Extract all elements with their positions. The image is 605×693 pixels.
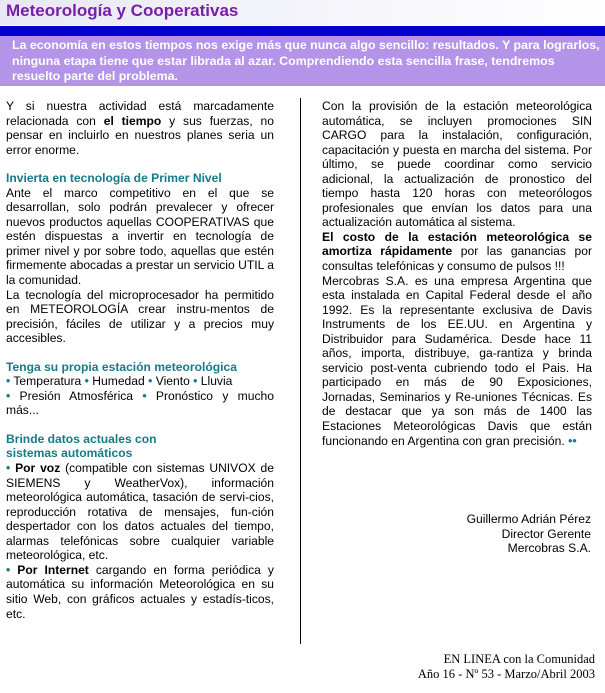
feature-item: Presión Atmosférica: [19, 388, 134, 403]
lead-paragraph: La economía en estos tiempos nos exige más que nunca algo sencillo: resultados. Y para lograrlos, ninguna etapa tiene que estar librada al azar. Comprendiendo esta sencilla frase, tendremos resuelto parte del problema.: [12, 38, 600, 83]
feature-item: Humedad: [92, 374, 145, 389]
bullet-icon: •: [84, 374, 89, 389]
signature-company: Mercobras S.A.: [507, 541, 591, 556]
bullet-icon: •: [6, 374, 11, 389]
heading-brinde: [6, 432, 274, 461]
bullet-icon: •: [148, 374, 153, 389]
right-column: [322, 99, 592, 448]
heading-brinde-line1: Brinde datos actuales con: [6, 431, 157, 446]
cost-bold: El costo de la estación meteorológica se amortiza rápidamente: [322, 229, 592, 259]
bullet-icon: •: [6, 388, 11, 403]
footer-issue: Año 16 - Nº 53 - Marzo/Abril 2003: [417, 667, 595, 681]
signature-role: Director Gerente: [501, 526, 591, 541]
paragraph-competitivo: Ante el marco competitivo en el que se desarrollan, solo podrán prevalecer y ofrecer nuevos productos aquellas COOPERATIVAS que estén dispuestas a invertir en tecnología de primer nivel y por sobre todo, aquellas que estén firmemente abocadas a prestar un servicio UTIL a la comunidad.: [6, 185, 274, 288]
feature-item: Viento: [155, 374, 190, 389]
feature-item: Pronóstico y mucho más...: [6, 388, 274, 418]
internet-label: Por Internet: [17, 562, 89, 577]
paragraph-microprocesador: La tecnología del microprocesador ha permitido en METEOROLOGÍA crear instru-mentos de precisión, fáciles de utilizar y a precios muy accesibles.: [6, 287, 274, 346]
feature-item: Lluvia: [200, 374, 233, 389]
paragraph-voz: [6, 461, 274, 563]
signature-name: Guillermo Adrián Pérez: [466, 512, 591, 526]
end-mark-icon: ••: [568, 433, 577, 448]
feature-item: Temperatura: [13, 374, 82, 389]
voz-text: (compatible con sistemas UNIVOX de SIEMENS y WeatherVox), información meteorológica automática, tasación de servi-cios, reproducción rotativa de mensajes, fun-ción despertador con los datos actuales del tiempo, alarmas telefónicas sobre cualquier variable meteorológica, etc.: [6, 461, 274, 563]
heading-estacion: Tenga su propia estación meteorológica: [6, 359, 237, 374]
header-band: [0, 26, 605, 36]
heading-invierta: Invierta en tecnología de Primer Nivel: [6, 171, 222, 186]
internet-text: cargando en forma periódica y automática su información Meteorológica en su sitio Web, con gráficos actuales y estadís-ticos, etc.: [6, 562, 274, 621]
intro-text-b: y sus fuerzas, no pensar en incluirlo en nuestros planes seria un error enorme.: [6, 113, 275, 157]
bullet-icon: •: [6, 562, 11, 577]
voz-label: Por voz: [15, 461, 61, 476]
intro-bold: el tiempo: [103, 113, 162, 128]
signature-block: [467, 512, 591, 556]
footer: [418, 652, 595, 682]
mercobras-text: Mercobras S.A. es una empresa Argentina que esta instalada en Capital Federal desde el año 1992. Es la representante exclusiva de Davis Instruments de los EE.UU. en Argentina y Distribuidor para Sudamérica. Desde hace 11 años, importa, distribuye, ga-rantiza y brinda servicio post-venta cubriendo todo el Pais. Ha participado en más de 90 Exposiciones, Jornadas, Seminarios y Re-uniones Técnicas. Es de destacar que ya son más de 1400 las Estaciones Meteorológicas Davis que están funcionando en Argentina con gran precisión.: [322, 273, 592, 448]
feature-list: [6, 374, 274, 418]
footer-publication: EN LINEA con la Comunidad: [443, 652, 595, 666]
bullet-icon: •: [6, 461, 11, 476]
column-divider: [300, 98, 301, 644]
paragraph-mercobras: [322, 274, 592, 449]
bullet-icon: •: [193, 374, 198, 389]
heading-brinde-line2: sistemas automáticos: [6, 446, 133, 461]
page-title: Meteorología y Cooperativas: [6, 1, 239, 20]
cost-rest: por las ganancias por consultas telefónicas y consumo de pulsos !!!: [322, 244, 592, 274]
paragraph-provision: Con la provisión de la estación meteorológica automática, se incluyen promociones SIN CARGO para la instalación, configuración, capacitación y puesta en marcha del sistema. Por último, se puede coordinar como servicio adicional, la actualización de pronostico del tiempo hasta 120 horas con meteorólogos profesionales que envían los datos para una actualización automática al sistema.: [322, 99, 592, 230]
bullet-icon: •: [142, 388, 147, 403]
left-column: [6, 99, 274, 621]
intro-text-a: Y si nuestra actividad está marcadamente relacionada con: [6, 99, 274, 128]
paragraph-costo: [322, 230, 592, 274]
paragraph-internet: [6, 563, 274, 621]
intro-paragraph: [6, 99, 274, 157]
